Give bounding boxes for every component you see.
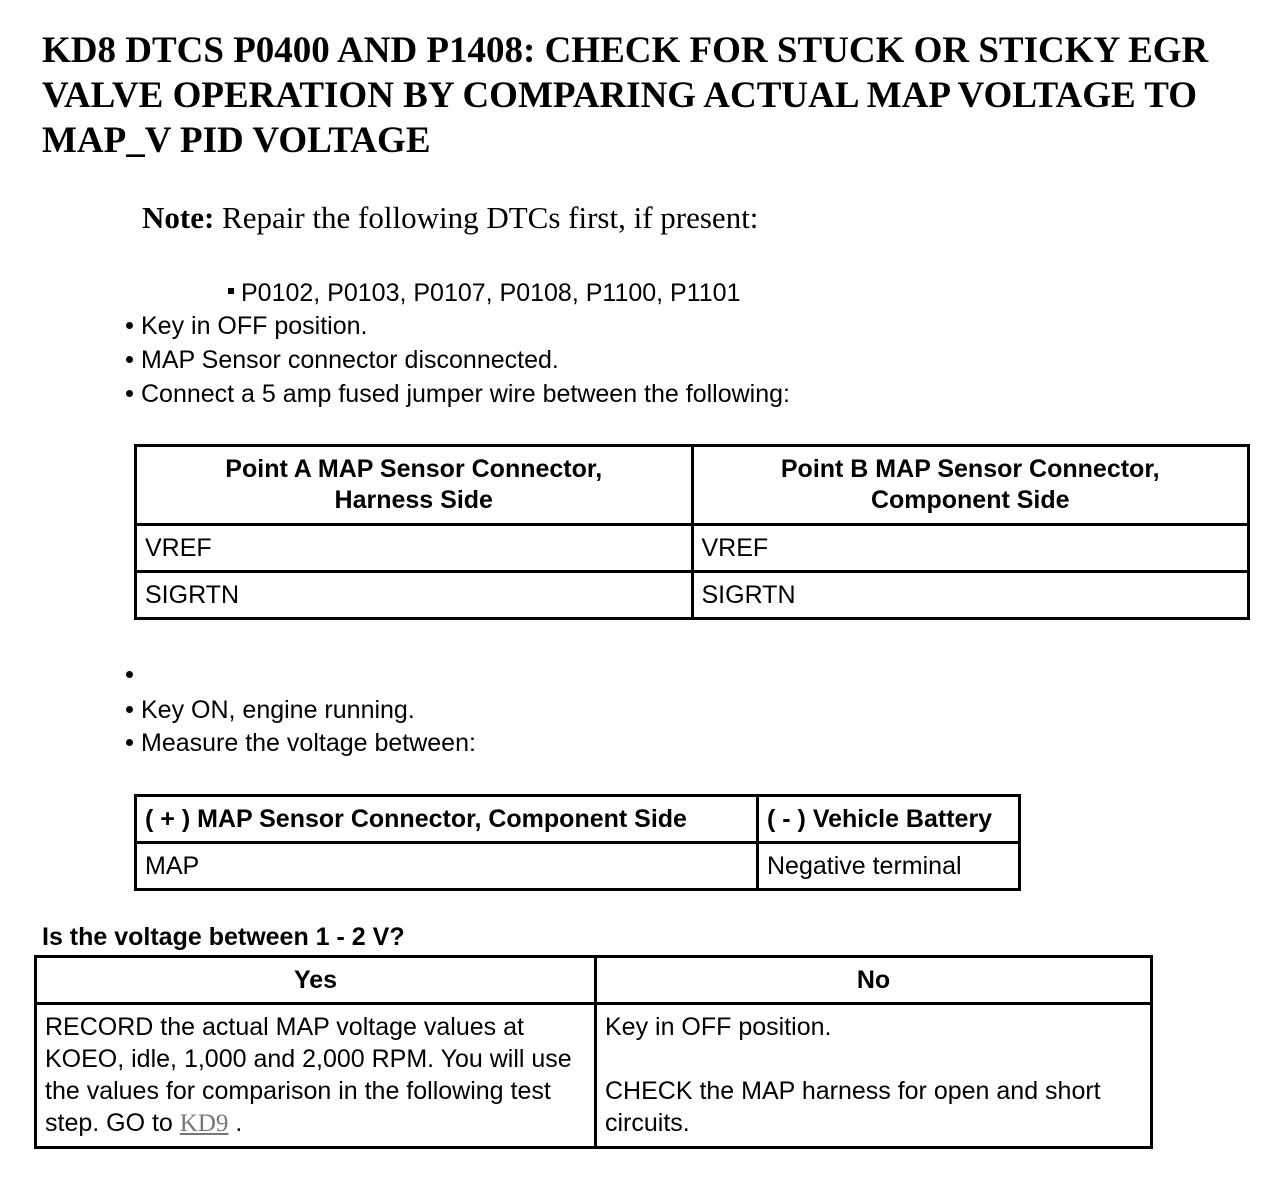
bullet-icon xyxy=(126,739,133,746)
step-empty xyxy=(126,660,141,690)
table-cell: VREF xyxy=(136,525,693,572)
bullet-icon xyxy=(126,322,133,329)
bullet-icon xyxy=(126,390,133,397)
table-cell: VREF xyxy=(692,525,1249,572)
table-header-row xyxy=(136,446,1249,525)
note xyxy=(142,198,758,238)
measure-table xyxy=(134,794,1021,891)
positive-lead-header: ( + ) MAP Sensor Connector, Component Side xyxy=(136,796,758,843)
table-header-row xyxy=(136,796,1020,843)
table-row xyxy=(36,1004,1152,1148)
no-line-2: CHECK the MAP harness for open and short circuits. xyxy=(605,1077,1101,1137)
step-disconnect-connector: MAP Sensor connector disconnected. xyxy=(126,345,559,375)
jumper-wire-table xyxy=(134,444,1250,620)
table-row xyxy=(136,843,1020,890)
table-cell: SIGRTN xyxy=(692,572,1249,619)
answer-table xyxy=(34,955,1153,1149)
step-connect-jumper: Connect a 5 amp fused jumper wire between the following: xyxy=(126,379,790,409)
page-title: KD8 DTCS P0400 AND P1408: CHECK FOR STUCK OR STICKY EGR VALVE OPERATION BY COMPARING ACTUAL MAP VOLTAGE TO MAP_V PID VOLTAGE xyxy=(42,30,1209,161)
no-header: No xyxy=(596,957,1152,1004)
step-key-off: Key in OFF position. xyxy=(126,311,367,341)
step-measure-voltage: Measure the voltage between: xyxy=(126,728,476,758)
negative-lead-header: ( - ) Vehicle Battery xyxy=(758,796,1020,843)
table-cell: SIGRTN xyxy=(136,572,693,619)
dtc-list: P0102, P0103, P0107, P0108, P1100, P1101 xyxy=(241,279,741,307)
table-cell: MAP xyxy=(136,843,758,890)
square-bullet-icon xyxy=(228,288,234,294)
no-line-1: Key in OFF position. xyxy=(605,1013,832,1041)
note-label: Note: xyxy=(142,200,215,235)
kd9-link[interactable]: KD9 xyxy=(179,1110,229,1137)
dtc-list-item xyxy=(228,278,741,308)
no-cell xyxy=(596,1004,1152,1148)
point-a-header: Point A MAP Sensor Connector, Harness Side xyxy=(136,446,693,525)
step-key-on: Key ON, engine running. xyxy=(126,695,415,725)
table-cell: Negative terminal xyxy=(758,843,1020,890)
yes-cell: RECORD the actual MAP voltage values at KOEO, idle, 1,000 and 2,000 RPM. You will use the values for comparison in the following test step. GO to KD9 . xyxy=(36,1004,596,1148)
yes-header: Yes xyxy=(36,957,596,1004)
table-row xyxy=(136,525,1249,572)
test-question: Is the voltage between 1 - 2 V? xyxy=(42,923,405,951)
note-text: Repair the following DTCs first, if present: xyxy=(222,200,759,235)
bullet-icon xyxy=(126,356,133,363)
table-header-row xyxy=(36,957,1152,1004)
bullet-icon xyxy=(126,706,133,713)
bullet-icon xyxy=(126,671,133,678)
table-row xyxy=(136,572,1249,619)
point-b-header: Point B MAP Sensor Connector, Component Side xyxy=(692,446,1249,525)
yes-text: RECORD the actual MAP voltage values at KOEO, idle, 1,000 and 2,000 RPM. You will use the values for comparison in the following test step. GO to xyxy=(45,1013,572,1137)
